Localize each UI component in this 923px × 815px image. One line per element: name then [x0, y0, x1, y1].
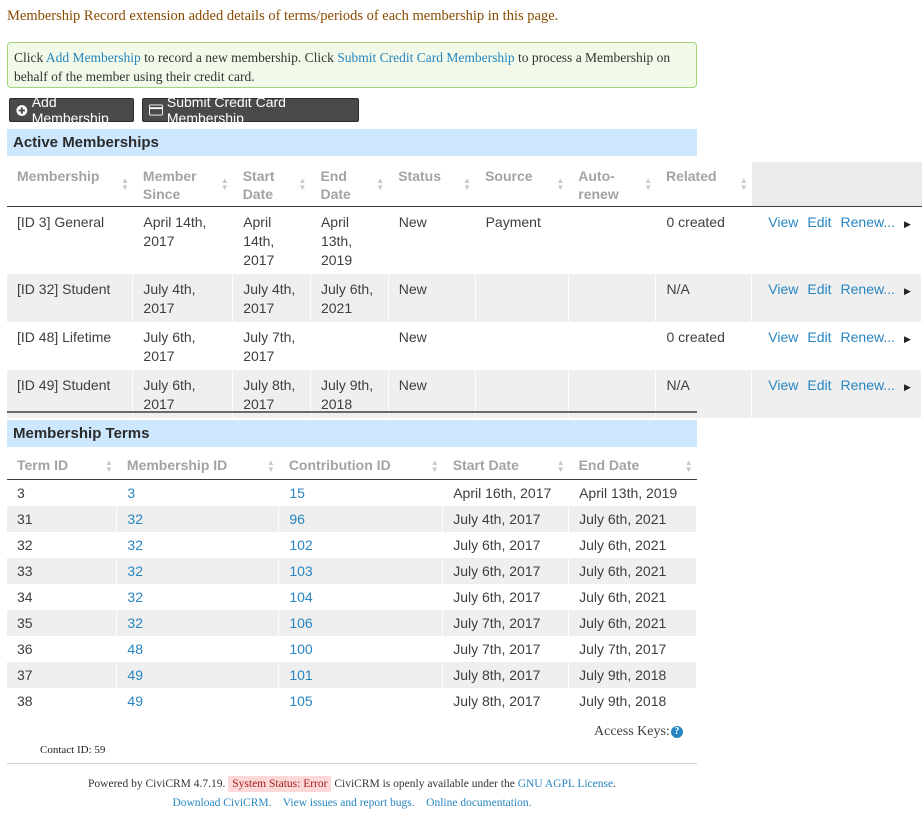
- col-header-start-date[interactable]: Start Date ▲ ▼: [443, 453, 569, 479]
- cell-membership: [ID 48] Lifetime: [7, 322, 133, 370]
- cell-end-date: [310, 322, 388, 370]
- cell-term-id: 3: [7, 479, 117, 506]
- membership-id-link[interactable]: 32: [127, 614, 143, 631]
- access-keys-label: Access Keys:: [594, 724, 670, 739]
- col-header-source[interactable]: Source ▲ ▼: [475, 162, 568, 206]
- membership-id-link[interactable]: 49: [127, 666, 143, 683]
- cell-contribution-id: [279, 688, 443, 714]
- powered-by-text: Powered by CiviCRM 4.7.19.: [88, 778, 226, 790]
- cell-membership: [ID 49] Student: [7, 370, 133, 418]
- col-header-actions: [752, 162, 922, 206]
- sort-arrows-icon: ▲ ▼: [104, 457, 113, 474]
- view-link[interactable]: View: [768, 328, 799, 345]
- cell-actions: [752, 274, 922, 322]
- cell-end-date: July 9th, 2018: [569, 662, 697, 688]
- cell-related: 0 created: [656, 206, 752, 274]
- cell-related: N/A: [656, 370, 752, 418]
- cell-related: N/A: [656, 274, 752, 322]
- cell-related: 0 created: [656, 322, 752, 370]
- terms-header-row: [7, 453, 697, 479]
- access-keys[interactable]: [594, 724, 683, 740]
- table-row: [7, 206, 922, 274]
- cell-start-date: July 7th, 2017: [443, 610, 569, 636]
- cell-contribution-id: [279, 610, 443, 636]
- cell-start-date: July 8th, 2017: [233, 370, 311, 418]
- col-header-start-date[interactable]: Start Date ▲ ▼: [233, 162, 311, 206]
- col-header-term-id[interactable]: Term ID ▲ ▼: [7, 453, 117, 479]
- cell-membership-id: [117, 506, 279, 532]
- membership-id-link[interactable]: 48: [127, 640, 143, 657]
- cell-auto-renew: [568, 274, 656, 322]
- table-row: [7, 506, 697, 532]
- issues-link[interactable]: View issues and report bugs.: [282, 797, 415, 809]
- renew-link[interactable]: Renew...: [840, 213, 895, 230]
- caret-right-icon[interactable]: ▶: [904, 285, 911, 296]
- edit-link[interactable]: Edit: [807, 213, 832, 230]
- credit-card-icon: [149, 104, 163, 116]
- contribution-id-link[interactable]: 106: [289, 614, 313, 631]
- cell-end-date: July 9th, 2018: [569, 688, 697, 714]
- active-memberships-title: Active Memberships: [7, 129, 697, 156]
- sort-arrows-icon: ▲ ▼: [266, 457, 275, 474]
- cell-term-id: 37: [7, 662, 117, 688]
- contribution-id-link[interactable]: 15: [289, 484, 305, 501]
- edit-link[interactable]: Edit: [807, 328, 832, 345]
- view-link[interactable]: View: [768, 213, 799, 230]
- cell-start-date: July 4th, 2017: [233, 274, 311, 322]
- table-row: [7, 558, 697, 584]
- membership-id-link[interactable]: 32: [127, 536, 143, 553]
- cell-end-date: July 6th, 2021: [569, 610, 697, 636]
- membership-terms-title: Membership Terms: [7, 420, 697, 447]
- sort-arrows-icon: ▲ ▼: [430, 457, 439, 474]
- submit-cc-membership-label: Submit Credit Card Membership: [166, 94, 286, 126]
- renew-link[interactable]: Renew...: [840, 280, 895, 297]
- sort-arrows-icon: ▲ ▼: [120, 175, 129, 192]
- cell-end-date: July 6th, 2021: [569, 584, 697, 610]
- cell-contribution-id: [279, 662, 443, 688]
- cell-term-id: 31: [7, 506, 117, 532]
- sort-arrows-icon: ▲ ▼: [463, 175, 472, 192]
- col-header-end-date[interactable]: End Date ▲ ▼: [310, 162, 388, 206]
- edit-link[interactable]: Edit: [807, 376, 832, 393]
- cell-actions: [752, 370, 922, 418]
- help-text-1: Click: [14, 50, 46, 65]
- cell-membership-id: [117, 688, 279, 714]
- docs-link[interactable]: Online documentation.: [426, 797, 532, 809]
- cell-start-date: April 14th, 2017: [233, 206, 311, 274]
- cell-auto-renew: [568, 206, 656, 274]
- contribution-id-link[interactable]: 101: [289, 666, 313, 683]
- cell-contribution-id: [279, 479, 443, 506]
- table-row: [7, 479, 697, 506]
- renew-link[interactable]: Renew...: [840, 328, 895, 345]
- cell-membership-id: [117, 610, 279, 636]
- cell-start-date: July 6th, 2017: [443, 532, 569, 558]
- col-header-auto-renew[interactable]: Auto-renew ▲ ▼: [568, 162, 656, 206]
- contribution-id-link[interactable]: 100: [289, 640, 313, 657]
- view-link[interactable]: View: [768, 280, 799, 297]
- caret-right-icon[interactable]: ▶: [904, 381, 911, 392]
- question-circle-icon[interactable]: ?: [671, 726, 683, 738]
- table-row: [7, 274, 922, 322]
- cell-end-date: July 6th, 2021: [569, 558, 697, 584]
- cell-contribution-id: [279, 532, 443, 558]
- cell-status: New: [388, 322, 475, 370]
- cell-membership-id: [117, 479, 279, 506]
- membership-id-link[interactable]: 32: [127, 510, 143, 527]
- footer-divider: [7, 763, 697, 764]
- add-membership-link[interactable]: Add Membership: [45, 50, 141, 65]
- sort-arrows-icon: ▲ ▼: [739, 175, 748, 192]
- renew-link[interactable]: Renew...: [840, 376, 895, 393]
- sort-arrows-icon: ▲ ▼: [376, 175, 385, 192]
- cell-end-date: July 6th, 2021: [569, 506, 697, 532]
- cell-source: [475, 322, 568, 370]
- cell-contribution-id: [279, 558, 443, 584]
- cell-actions: [752, 322, 922, 370]
- cell-contribution-id: [279, 506, 443, 532]
- cell-end-date: April 13th, 2019: [569, 479, 697, 506]
- sort-arrows-icon: ▲ ▼: [684, 457, 693, 474]
- cell-auto-renew: [568, 322, 656, 370]
- cell-start-date: July 8th, 2017: [443, 688, 569, 714]
- download-link[interactable]: Download CiviCRM.: [172, 797, 272, 809]
- contribution-id-link[interactable]: 96: [289, 510, 305, 527]
- table-row: [7, 662, 697, 688]
- cell-end-date: July 6th, 2021: [310, 274, 388, 322]
- cell-term-id: 38: [7, 688, 117, 714]
- sort-arrows-icon: ▲ ▼: [644, 175, 652, 192]
- cell-contribution-id: [279, 584, 443, 610]
- active-memberships-table: [7, 162, 922, 418]
- cell-start-date: July 4th, 2017: [443, 506, 569, 532]
- contribution-id-link[interactable]: 102: [289, 536, 313, 553]
- cell-contribution-id: [279, 636, 443, 662]
- col-header-end-date[interactable]: End Date ▲ ▼: [569, 453, 697, 479]
- sort-arrows-icon: ▲ ▼: [220, 175, 229, 192]
- caret-right-icon[interactable]: ▶: [904, 218, 911, 229]
- caret-right-icon[interactable]: ▶: [904, 333, 911, 344]
- membership-id-link[interactable]: 49: [127, 692, 143, 709]
- footer: [7, 775, 697, 813]
- contribution-id-link[interactable]: 105: [289, 692, 313, 709]
- col-header-membership[interactable]: Membership ▲ ▼: [7, 162, 133, 206]
- cell-start-date: July 7th, 2017: [233, 322, 311, 370]
- cell-term-id: 36: [7, 636, 117, 662]
- footer-period: .: [613, 778, 616, 790]
- cell-status: New: [388, 206, 475, 274]
- cell-term-id: 34: [7, 584, 117, 610]
- cell-term-id: 33: [7, 558, 117, 584]
- cell-membership-id: [117, 662, 279, 688]
- help-text-3: to process a Membership on behalf of the member using their credit card.: [14, 50, 671, 84]
- plus-circle-icon: [16, 104, 28, 117]
- view-link[interactable]: View: [768, 376, 799, 393]
- active-header-row: [7, 162, 922, 206]
- cell-membership-id: [117, 558, 279, 584]
- col-header-membership-id[interactable]: Membership ID ▲ ▼: [117, 453, 279, 479]
- license-link[interactable]: GNU AGPL License: [517, 778, 614, 790]
- cell-member-since: July 6th, 2017: [133, 370, 233, 418]
- col-header-related[interactable]: Related ▲ ▼: [656, 162, 752, 206]
- table-row: [7, 584, 697, 610]
- cell-member-since: July 4th, 2017: [133, 274, 233, 322]
- contact-id: Contact ID: 59: [40, 744, 106, 756]
- cell-source: [475, 274, 568, 322]
- system-status-link[interactable]: System Status: Error: [228, 776, 331, 792]
- contribution-id-link[interactable]: 104: [289, 588, 313, 605]
- cell-start-date: April 16th, 2017: [443, 479, 569, 506]
- cell-status: New: [388, 274, 475, 322]
- cell-term-id: 32: [7, 532, 117, 558]
- cell-membership-id: [117, 584, 279, 610]
- cell-end-date: July 6th, 2021: [569, 532, 697, 558]
- cell-membership: [ID 32] Student: [7, 274, 133, 322]
- cell-status: New: [388, 370, 475, 418]
- cell-end-date: July 9th, 2018: [310, 370, 388, 418]
- cell-start-date: July 8th, 2017: [443, 662, 569, 688]
- membership-id-link[interactable]: 32: [127, 588, 143, 605]
- cell-end-date: April 13th, 2019: [310, 206, 388, 274]
- cell-actions: [752, 206, 922, 274]
- cell-start-date: July 6th, 2017: [443, 558, 569, 584]
- add-membership-label: Add Membership: [31, 94, 109, 126]
- sort-arrows-icon: ▲ ▼: [556, 457, 565, 474]
- cell-end-date: July 7th, 2017: [569, 636, 697, 662]
- add-membership-button[interactable]: [9, 94, 134, 126]
- cell-start-date: July 7th, 2017: [443, 636, 569, 662]
- submit-cc-membership-button[interactable]: [142, 94, 359, 126]
- col-header-member-since[interactable]: Member Since ▲ ▼: [133, 162, 233, 206]
- cell-start-date: July 6th, 2017: [443, 584, 569, 610]
- table-row: [7, 532, 697, 558]
- edit-link[interactable]: Edit: [807, 280, 832, 297]
- cell-membership-id: [117, 636, 279, 662]
- table-row: [7, 610, 697, 636]
- table-row: [7, 688, 697, 714]
- cell-member-since: July 6th, 2017: [133, 322, 233, 370]
- col-header-contribution-id[interactable]: Contribution ID ▲ ▼: [279, 453, 443, 479]
- cell-source: Payment: [475, 206, 568, 274]
- help-box: [7, 42, 697, 88]
- membership-id-link[interactable]: 32: [127, 562, 143, 579]
- cell-member-since: April 14th, 2017: [133, 206, 233, 274]
- membership-terms-table: [7, 453, 697, 714]
- col-header-status[interactable]: Status ▲ ▼: [388, 162, 475, 206]
- help-text-2: to record a new membership. Click: [140, 50, 338, 65]
- open-text: CiviCRM is openly available under the: [331, 778, 518, 790]
- cell-term-id: 35: [7, 610, 117, 636]
- section-divider: [7, 411, 697, 413]
- top-message: Membership Record extension added details of terms/periods of each membership in this page.: [7, 8, 559, 24]
- cell-membership: [ID 3] General: [7, 206, 133, 274]
- sort-arrows-icon: ▲ ▼: [298, 175, 307, 192]
- sort-arrows-icon: ▲ ▼: [556, 175, 565, 192]
- table-row: [7, 322, 922, 370]
- cell-membership-id: [117, 532, 279, 558]
- submit-cc-membership-link[interactable]: Submit Credit Card Membership: [337, 50, 515, 65]
- table-row: [7, 636, 697, 662]
- membership-id-link[interactable]: 3: [127, 484, 136, 501]
- contribution-id-link[interactable]: 103: [289, 562, 313, 579]
